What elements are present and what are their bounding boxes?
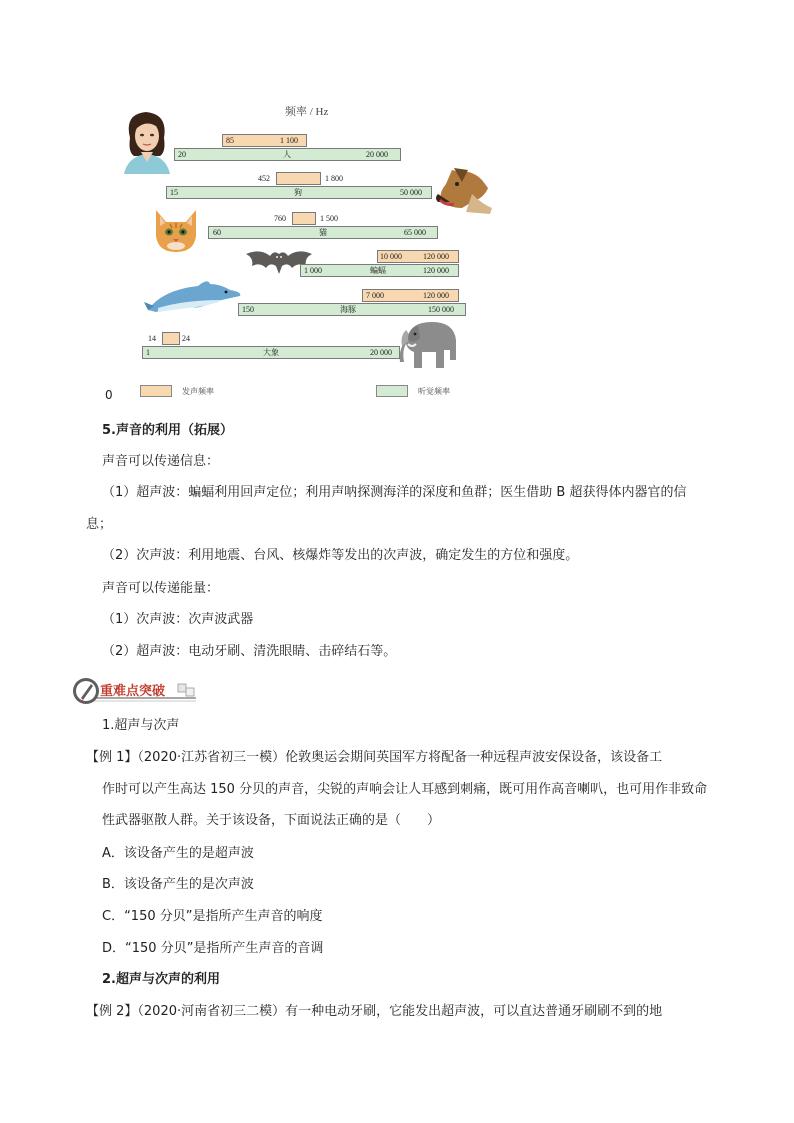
example-1-line3: 性武器驱散人群。关于该设备，下面说法正确的是（ ） [102, 813, 441, 828]
animal-name-label: 狗 [294, 188, 302, 197]
emit-min-label: 85 [226, 136, 234, 145]
emit-min-label: 10 000 [380, 252, 402, 261]
emit-bar-dog [276, 172, 321, 185]
emit-max-label: 1 500 [320, 214, 338, 223]
animal-name-label: 人 [283, 150, 291, 159]
info-item-1-line2: 息； [86, 517, 113, 532]
emit-bar-elephant [162, 332, 180, 345]
option-d: D．“150 分贝”是指所产生声音的音调 [102, 941, 324, 956]
hear-min-label: 150 [242, 305, 254, 314]
hear-min-label: 20 [178, 150, 186, 159]
cat-icon [150, 206, 202, 254]
elephant-icon [398, 318, 464, 372]
hear-max-label: 50 000 [400, 188, 422, 197]
emit-max-label: 120 000 [423, 291, 449, 300]
option-a: A．该设备产生的是超声波 [102, 846, 254, 861]
section-banner [72, 676, 198, 706]
hear-min-label: 1 [146, 348, 150, 357]
legend-hear-label: 听觉频率 [418, 387, 450, 396]
info-item-2: （2）次声波：利用地震、台风、核爆炸等发出的次声波，确定发生的方位和强度。 [102, 548, 579, 563]
info-item-1-line1: （1）超声波：蝙蝠利用回声定位；利用声呐探测海洋的深度和鱼群；医生借助 B 超获得体内器官的信 [102, 485, 687, 500]
hear-min-label: 15 [170, 188, 178, 197]
woman-icon [120, 108, 172, 174]
emit-min-label: 14 [148, 334, 156, 343]
legend-emit-swatch [140, 385, 172, 397]
emit-max-label: 120 000 [423, 252, 449, 261]
hear-max-label: 20 000 [370, 348, 392, 357]
banner-label: 重难点突破 [100, 684, 166, 699]
option-c: C．“150 分贝”是指所产生声音的响度 [102, 909, 323, 924]
emit-bar-cat [292, 212, 316, 225]
emit-max-label: 1 800 [325, 174, 343, 183]
legend-emit-label: 发声频率 [182, 387, 214, 396]
energy-intro: 声音可以传递能量： [102, 581, 220, 596]
dolphin-icon [144, 276, 244, 314]
hear-max-label: 150 000 [428, 305, 454, 314]
emit-min-label: 760 [274, 214, 286, 223]
section-title-5: 5.声音的利用（拓展） [102, 423, 233, 438]
animal-name-label: 蝙蝠 [370, 266, 386, 275]
dog-icon [432, 164, 494, 214]
animal-name-label: 海豚 [340, 305, 356, 314]
emit-min-label: 7 000 [366, 291, 384, 300]
info-intro: 声音可以传递信息： [102, 454, 220, 469]
chart-title: 频率 / Hz [285, 106, 329, 118]
subsection-title-2: 2.超声与次声的利用 [102, 972, 220, 987]
energy-item-1: （1）次声波：次声波武器 [102, 612, 254, 627]
hear-min-label: 1 000 [304, 266, 322, 275]
emit-min-label: 452 [258, 174, 270, 183]
option-b: B．该设备产生的是次声波 [102, 877, 254, 892]
emit-max-label: 1 100 [280, 136, 298, 145]
energy-item-2: （2）超声波：电动牙刷、清洗眼睛、击碎结石等。 [102, 644, 397, 659]
example-1-line2: 作时可以产生高达 150 分贝的声音，尖锐的声响会让人耳感到刺痛，既可用作高音喇叭，也可用作非致命 [102, 782, 708, 797]
subsection-title-1: 1.超声与次声 [102, 718, 180, 733]
animal-name-label: 大象 [263, 348, 279, 357]
legend-hear-swatch [376, 385, 408, 397]
animal-name-label: 猫 [319, 228, 327, 237]
axis-origin-label: 0 [105, 388, 113, 402]
example-2-line1: 【例 2】（2020·河南省初三二模）有一种电动牙刷，它能发出超声波，可以直达普通牙刷刷不到的地 [86, 1004, 663, 1019]
hear-max-label: 20 000 [366, 150, 388, 159]
example-1-line1: 【例 1】（2020·江苏省初三一模）伦敦奥运会期间英国军方将配备一种远程声波安保设备，该设备工 [86, 750, 663, 765]
emit-max-label: 24 [182, 334, 190, 343]
hear-max-label: 65 000 [404, 228, 426, 237]
hear-max-label: 120 000 [423, 266, 449, 275]
hear-min-label: 60 [213, 228, 221, 237]
